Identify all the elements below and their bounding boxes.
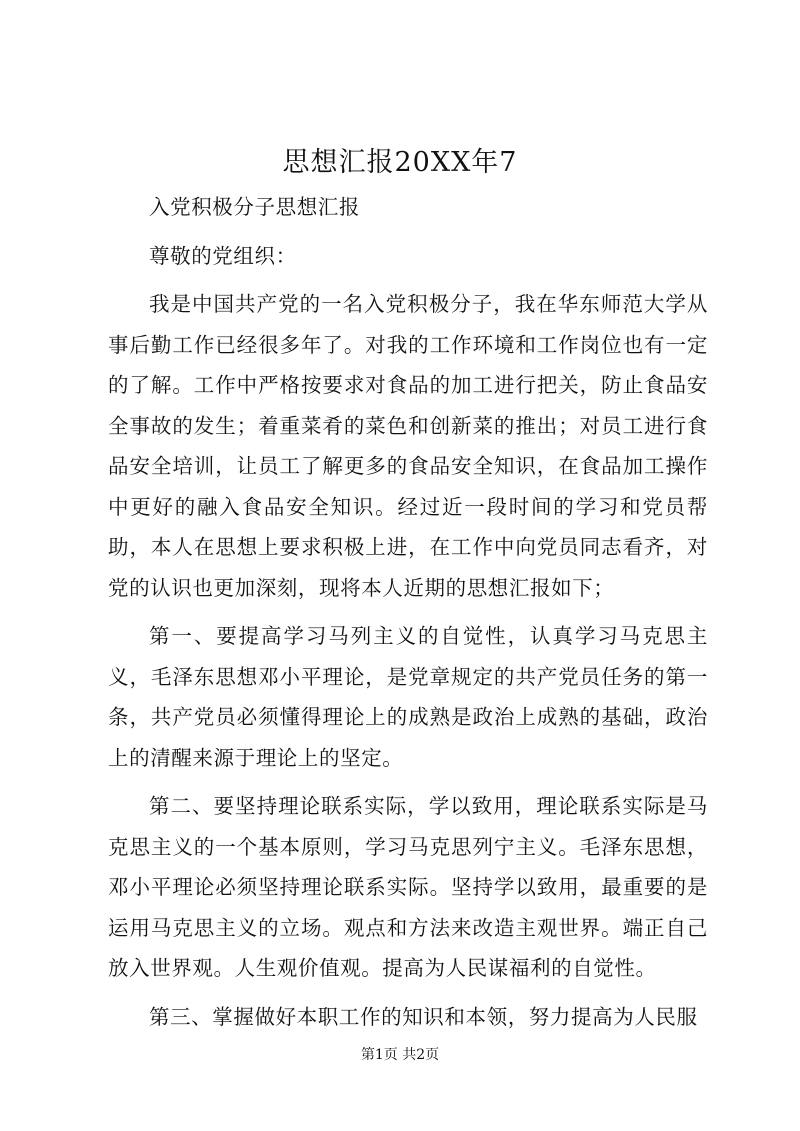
document-body	[108, 187, 708, 1045]
paragraph-heading: 入党积极分子思想汇报	[149, 195, 360, 219]
document-title: 思想汇报20XX年7	[282, 147, 518, 178]
page-footer: 第1页 共2页	[360, 1047, 440, 1063]
paragraph-point-two: 第二、要坚持理论联系实际，学以致用，理论联系实际是马克思主义的一个基本原则，学习马克思列宁主义。毛泽东思想，邓小平理论必须坚持理论联系实际。坚持学以致用，最重要的是运用马克思主义的立场。观点和方法来改造主观世界。端正自己放入世界观。人生观价值观。提高为人民谋福利的自觉性。	[108, 794, 708, 980]
paragraph-point-three: 第三、掌握做好本职工作的知识和本领，努力提高为人民服	[149, 1004, 698, 1029]
paragraph-salutation: 尊敬的党组织：	[149, 243, 297, 268]
paragraph-point-one: 第一、要提高学习马列主义的自觉性，认真学习马克思主义，毛泽东思想邓小平理论，是党章规定的共产党员任务的第一条，共产党员必须懂得理论上的成熟是政治上成熟的基础，政治上的清醒来源于理论上的坚定。	[108, 624, 708, 770]
paragraph-intro: 我是中国共产党的一名入党积极分子，我在华东师范大学从事后勤工作已经很多年了。对我的工作环境和工作岗位也有一定的了解。工作中严格按要求对食品的加工进行把关，防止食品安全事故的发生；着重菜肴的菜色和创新菜的推出；对员工进行食品安全培训，让员工了解更多的食品安全知识，在食品加工操作中更好的融入食品安全知识。经过近一段时间的学习和党员帮助，本人在思想上要求积极上进，在工作中向党员同志看齐，对党的认识也更加深刻，现将本人近期的思想汇报如下；	[108, 292, 708, 600]
